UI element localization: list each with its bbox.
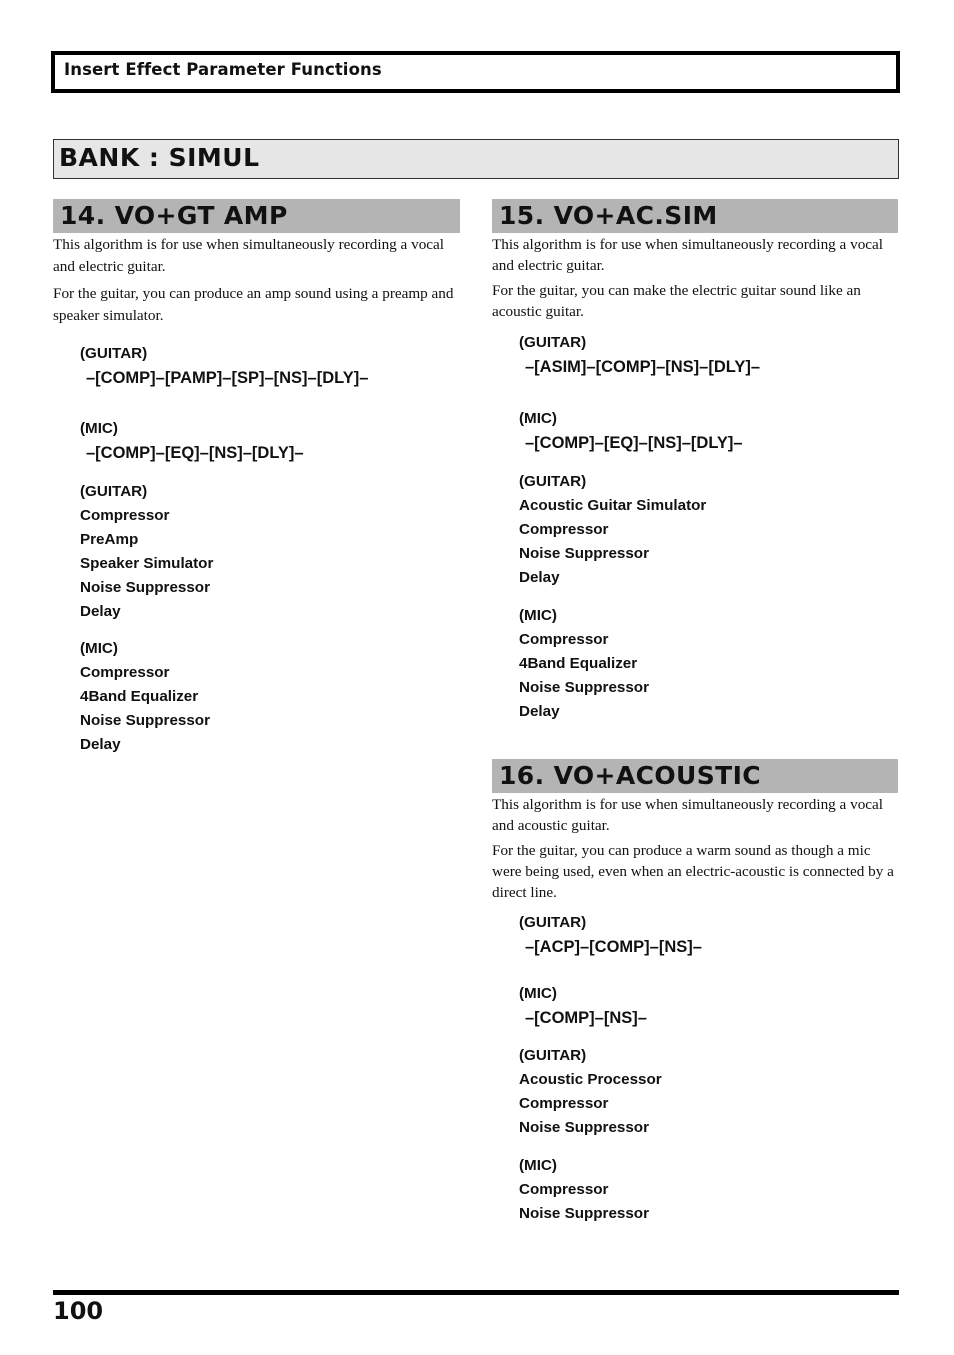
list-item: Delay (80, 736, 121, 753)
list-item: Noise Suppressor (519, 679, 649, 696)
section-paragraph: For the guitar, you can produce an amp sound using a preamp and speaker simulator. (53, 285, 454, 324)
mic-chain-block (53, 417, 460, 465)
mic-effects-list (53, 637, 460, 757)
mic-chain: –[COMP]–[EQ]–[NS]–[DLY]– (86, 444, 304, 462)
list-item: Delay (519, 703, 560, 720)
mic-list-label: (MIC) (80, 640, 118, 657)
section-paragraph: This algorithm is for use when simultaneously recording a vocal and electric guitar. (492, 236, 883, 274)
guitar-chain-label: (GUITAR) (519, 914, 587, 931)
list-item: 4Band Equalizer (519, 655, 638, 672)
list-item: Acoustic Guitar Simulator (519, 497, 707, 514)
guitar-chain: –[ACP]–[COMP]–[NS]– (525, 938, 702, 956)
mic-chain-label: (MIC) (80, 420, 118, 437)
mic-chain-block (492, 982, 898, 1030)
list-item: Delay (80, 603, 121, 620)
footer-rule (53, 1290, 899, 1295)
section-title: 16. VO+ACOUSTIC (492, 759, 898, 793)
mic-chain-label: (MIC) (519, 985, 557, 1002)
running-header-title: Insert Effect Parameter Functions (64, 60, 382, 79)
section-vo-gt-amp (53, 199, 460, 757)
list-item: Compressor (80, 507, 170, 524)
guitar-effects-list (53, 480, 460, 624)
section-paragraph: This algorithm is for use when simultaneously recording a vocal and electric guitar. (53, 236, 444, 275)
list-item: Speaker Simulator (80, 555, 214, 572)
mic-effects-list (492, 604, 898, 724)
guitar-chain-block (492, 911, 898, 959)
guitar-list-label: (GUITAR) (519, 473, 587, 490)
mic-chain-label: (MIC) (519, 410, 557, 427)
guitar-chain-block (53, 342, 460, 390)
guitar-chain-block (492, 331, 898, 379)
list-item: Noise Suppressor (519, 1119, 649, 1136)
list-item: Compressor (519, 1181, 609, 1198)
list-item: Delay (519, 569, 560, 586)
section-title: 14. VO+GT AMP (53, 199, 460, 233)
list-item: 4Band Equalizer (80, 688, 199, 705)
list-item: Compressor (519, 521, 609, 538)
guitar-chain: –[ASIM]–[COMP]–[NS]–[DLY]– (525, 358, 760, 376)
list-item: Acoustic Processor (519, 1071, 662, 1088)
mic-chain: –[COMP]–[EQ]–[NS]–[DLY]– (525, 434, 743, 452)
section-vo-acoustic (492, 759, 898, 1226)
mic-list-label: (MIC) (519, 607, 557, 624)
section-paragraph: For the guitar, you can make the electric guitar sound like an acoustic guitar. (492, 282, 861, 320)
mic-list-label: (MIC) (519, 1157, 557, 1174)
section-vo-ac-sim (492, 199, 898, 724)
list-item: Noise Suppressor (80, 579, 210, 596)
list-item: Compressor (519, 1095, 609, 1112)
guitar-chain-label: (GUITAR) (80, 345, 148, 362)
list-item: Noise Suppressor (519, 1205, 649, 1222)
section-paragraph: This algorithm is for use when simultaneously recording a vocal and acoustic guitar. (492, 796, 883, 834)
guitar-effects-list (492, 1044, 898, 1140)
section-paragraph: For the guitar, you can produce a warm sound as though a mic were being used, even when an electric-acoustic is connected by a direct line. (492, 842, 894, 901)
guitar-effects-list (492, 470, 898, 590)
list-item: Compressor (519, 631, 609, 648)
guitar-list-label: (GUITAR) (80, 483, 148, 500)
guitar-chain-label: (GUITAR) (519, 334, 587, 351)
mic-chain-block (492, 407, 898, 455)
guitar-chain: –[COMP]–[PAMP]–[SP]–[NS]–[DLY]– (86, 369, 369, 387)
section-title: 15. VO+AC.SIM (492, 199, 898, 233)
list-item: Compressor (80, 664, 170, 681)
mic-effects-list (492, 1154, 898, 1226)
list-item: Noise Suppressor (80, 712, 210, 729)
list-item: Noise Suppressor (519, 545, 649, 562)
guitar-list-label: (GUITAR) (519, 1047, 587, 1064)
list-item: PreAmp (80, 531, 139, 548)
page-number: 100 (53, 1297, 104, 1325)
running-header (51, 51, 900, 93)
mic-chain: –[COMP]–[NS]– (525, 1009, 647, 1027)
bank-title: BANK : SIMUL (59, 143, 260, 172)
bank-title-bar (53, 139, 899, 179)
